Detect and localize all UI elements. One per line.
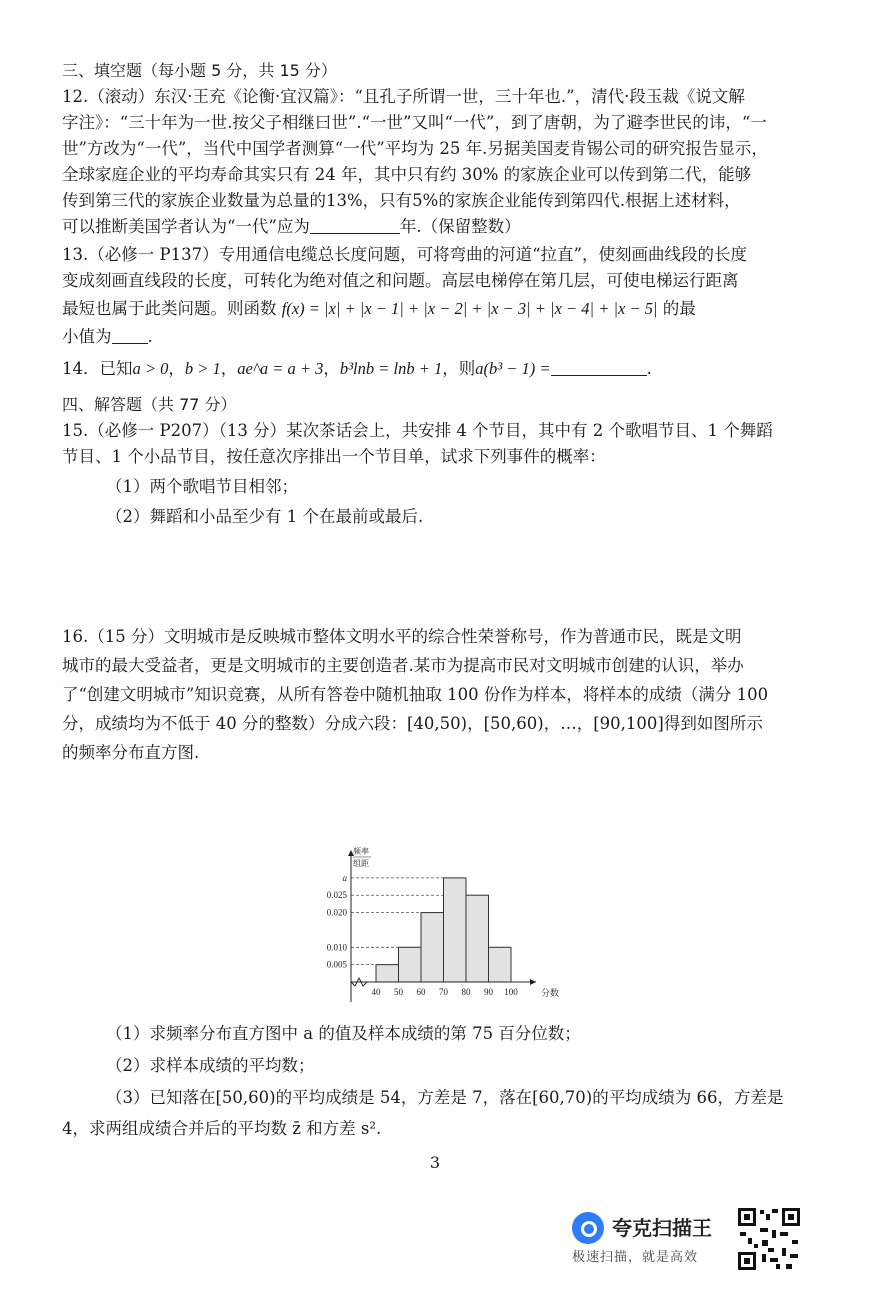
- x-tick-label-3: 70: [439, 987, 448, 997]
- q14-sep-1: ，: [168, 359, 185, 378]
- q16-line-3: 了“创建文明城市”知识竞赛，从所有答卷中随机抽取 100 份作为样本，将样本的成绩（满分 100: [62, 685, 769, 704]
- q12-suffix: 年.（保留整数）: [399, 217, 521, 236]
- q16-sub-1: （1）求频率分布直方图中 a 的值及样本成绩的第 75 百分位数；: [106, 1024, 581, 1043]
- q13-text: 最短也属于此类问题。则函数: [62, 299, 277, 318]
- y-tick-label-2: 0.020: [326, 907, 347, 918]
- section-4-title: 四、解答题（共 77 分）: [62, 395, 237, 414]
- y-axis-label-top: 频率: [353, 847, 369, 856]
- x-tick-label-6: 100: [504, 987, 518, 997]
- q12-line-5: 传到第三代的家族企业数量为总量的13%，只有5%的家族企业能传到第四代.根据上述材料，: [62, 191, 741, 210]
- histogram-bar-0: [376, 965, 399, 982]
- x-tick-label-0: 40: [371, 987, 381, 997]
- x-tick-label-2: 60: [416, 987, 426, 997]
- q13-suffix: 的最: [662, 299, 696, 318]
- question-12: [62, 84, 812, 240]
- q12-line-2: 字注》：“三十年为一世.按父子相继曰世”.“一世”又叫“一代”，到了唐朝，为了避李世民的讳，“一: [62, 113, 767, 132]
- q15-line-1: 15.（必修一 P207）（13 分）某次茶话会上，共安排 4 个节目，其中有 2 个歌唱节目、1 个舞蹈: [62, 421, 773, 440]
- y-tick-label-3: 0.025: [326, 890, 347, 901]
- answer-blank-12[interactable]: [310, 215, 400, 234]
- frequency-histogram: [306, 842, 566, 1017]
- q15-sub-1: （1）两个歌唱节目相邻；: [106, 477, 298, 496]
- x-axis-label: 分数: [541, 989, 560, 999]
- x-tick-label-4: 80: [461, 987, 471, 997]
- q14-text-e: ，则: [442, 359, 476, 378]
- q16-line-4: 分，成绩均为不低于 40 分的整数）分成六段：[40,50)，[50,60)，…，[90,100]得到如图所示: [62, 714, 763, 733]
- q16-subquestions: [62, 1018, 822, 1144]
- page-number: 3: [429, 1153, 441, 1172]
- x-axis-arrow: [530, 979, 536, 985]
- watermark-slogan: 极速扫描，就是高效: [572, 1250, 699, 1265]
- q12-line-4: 全球家庭企业的平均寿命其实只有 24 年，其中只有约 30% 的家族企业可以传到第二代，能够: [62, 165, 752, 184]
- q13-line-1: 13.（必修一 P137）专用通信电缆总长度问题，可将弯曲的河道“拉直”，使刻画曲线段的长度: [62, 245, 747, 264]
- exam-page: [62, 52, 812, 767]
- q14-sep-3: ，: [323, 359, 340, 378]
- q16-line-1: 16.（15 分）文明城市是反映城市整体文明水平的综合性荣誉称号，作为普通市民，既是文明: [62, 627, 742, 646]
- q12-line-3: 世”方改为“一代”，当代中国学者测算“一代”平均为 25 年.另据美国麦肯锡公司的研究报告显示，: [62, 139, 768, 158]
- q13-line-2: 变成刻画直线段的长度，可转化为绝对值之和问题。高层电梯停在第几层，可使电梯运行距离: [62, 271, 739, 290]
- scanner-watermark: [572, 1208, 722, 1264]
- quark-logo-icon: [572, 1212, 604, 1244]
- histogram-bar-4: [466, 895, 489, 982]
- x-tick-label-1: 50: [394, 987, 403, 997]
- q13-text-2: 小值为: [62, 327, 112, 346]
- q14-text-a: 14．已知: [62, 359, 133, 378]
- qr-code-icon: [736, 1206, 802, 1272]
- y-tick-label-1: 0.010: [326, 942, 347, 953]
- section-3-title: 三、填空题（每小题 5 分，共 15 分）: [62, 61, 337, 80]
- q12-line-1: 12.（滚动）东汉·王充《论衡·宜汉篇》：“且孔子所谓一世，三十年也.”，清代·段玉裁《说文解: [62, 87, 745, 106]
- q13-line-3: [62, 294, 812, 324]
- q13-formula: f(x) = |x| + |x − 1| + |x − 2| + |x − 3| + |x − 4| + |x − 5|: [281, 299, 658, 318]
- q16-sub-3: （3）已知落在[50,60)的平均成绩是 54，方差是 7，落在[60,70)的平均成绩为 66，方差是: [106, 1088, 784, 1107]
- q14-math-3: ae^a = a + 3: [237, 359, 324, 378]
- q14-period: .: [646, 359, 652, 378]
- question-14: [62, 352, 812, 386]
- answer-blank-14[interactable]: [551, 357, 647, 376]
- watermark-app-name: 夸克扫描王: [612, 1216, 712, 1240]
- q16-sub-2: （2）求样本成绩的平均数；: [106, 1056, 315, 1075]
- y-tick-label-4: a: [342, 872, 347, 883]
- q16-sub-3-cont: 4，求两组成绩合并后的平均数 z̄ 和方差 s².: [62, 1119, 382, 1138]
- question-13: [62, 242, 812, 350]
- x-tick-label-5: 90: [484, 987, 493, 997]
- histogram-bar-1: [399, 947, 422, 982]
- histogram-bar-5: [489, 947, 512, 982]
- q13-period: .: [147, 327, 153, 346]
- q16-line-2: 城市的最大受益者，更是文明城市的主要创造者.某市为提高市民对文明城市创建的认识，举办: [62, 656, 744, 675]
- q15-sub-2: （2）舞蹈和小品至少有 1 个在最前或最后.: [106, 507, 424, 526]
- q14-math-4: b³lnb = lnb + 1: [339, 359, 443, 378]
- q15-line-2: 节目、1 个小品节目，按任意次序排出一个节目单，试求下列事件的概率：: [62, 447, 606, 466]
- q12-line-6: [62, 214, 812, 240]
- q12-text: 可以推断美国学者认为“一代”应为: [62, 217, 310, 236]
- histogram-bar-2: [421, 913, 444, 982]
- histogram-bar-3: [444, 878, 467, 982]
- q14-line: [62, 352, 812, 386]
- q14-sep-2: ，: [220, 359, 238, 378]
- q14-math-2: b > 1: [184, 359, 221, 378]
- q14-math-5: a(b³ − 1) =: [475, 359, 551, 378]
- q16-line-5: 的频率分布直方图.: [62, 743, 200, 762]
- histogram-svg: [306, 842, 566, 1017]
- y-tick-label-0: 0.005: [326, 959, 347, 970]
- q14-math-1: a > 0: [132, 359, 169, 378]
- y-axis-label-bottom: 组距: [353, 859, 369, 868]
- question-16: [62, 622, 812, 767]
- answer-blank-13[interactable]: [112, 325, 148, 344]
- question-15: [62, 418, 812, 530]
- q13-line-4: [62, 324, 812, 350]
